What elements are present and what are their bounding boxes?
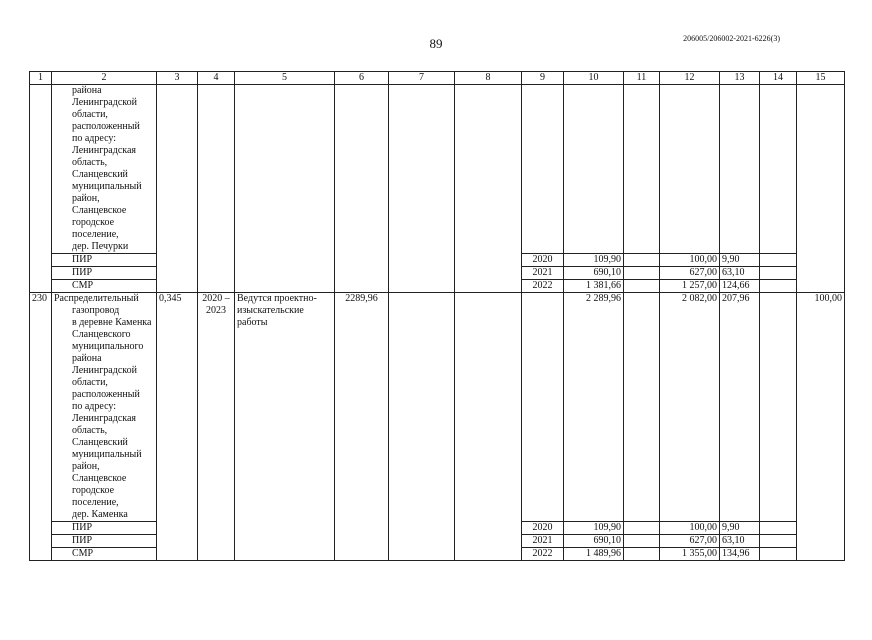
header-cell: 5 [235, 72, 335, 85]
percent-cell: 100,00 [797, 293, 845, 561]
header-cell: 3 [157, 72, 198, 85]
year-cell: 2022 [522, 548, 564, 561]
header-row [30, 72, 845, 85]
value-cell: 1 355,00 [660, 548, 720, 561]
value-cell: 1 257,00 [660, 280, 720, 293]
status-cell: Ведутся проектно-изыскательские работы [235, 293, 335, 561]
value-cell: 627,00 [660, 267, 720, 280]
cost-cell: 2289,96 [335, 293, 389, 561]
total-cell: 2 289,96 [564, 293, 624, 522]
value-cell: 9,90 [720, 254, 760, 267]
header-cell: 4 [198, 72, 235, 85]
page-number: 89 [429, 36, 443, 51]
object-description: района Ленинградской области, расположенный по адресу: Ленинградская область, Сланцевский муниципальный район, Сланцевское городское поселение, дер. Печурки [52, 85, 157, 254]
header-cell: 10 [564, 72, 624, 85]
header-cell: 14 [760, 72, 797, 85]
value-cell: 124,66 [720, 280, 760, 293]
period-cell: 2020 – 2023 [198, 293, 235, 561]
year-cell: 2021 [522, 267, 564, 280]
value-cell: 109,90 [564, 254, 624, 267]
value-cell: 9,90 [720, 522, 760, 535]
total-cell: 207,96 [720, 293, 760, 522]
table-row [30, 293, 845, 522]
header-cell: 11 [624, 72, 660, 85]
header-cell: 8 [455, 72, 522, 85]
value-cell: 690,10 [564, 267, 624, 280]
value-cell: 627,00 [660, 535, 720, 548]
value-cell: 63,10 [720, 535, 760, 548]
header-cell: 15 [797, 72, 845, 85]
length-cell: 0,345 [157, 293, 198, 561]
header-cell: 2 [52, 72, 157, 85]
value-cell: 134,96 [720, 548, 760, 561]
header-cell: 6 [335, 72, 389, 85]
header-cell: 13 [720, 72, 760, 85]
header-cell: 12 [660, 72, 720, 85]
value-cell: 1 381,66 [564, 280, 624, 293]
work-type: ПИР [52, 535, 157, 548]
row-number-cell: 230 [30, 293, 52, 561]
value-cell: 109,90 [564, 522, 624, 535]
work-type: СМР [52, 280, 157, 293]
work-type: ПИР [52, 522, 157, 535]
row-number-cell [30, 85, 52, 293]
object-description: Распределительный газопровод в деревне Каменка Сланцевского муниципального района Ленинградской области, расположенный по адресу: Ленинградская область, Сланцевский муниципальный район, Сланцевское городское поселение, дер. Каменка [52, 293, 157, 522]
work-type: СМР [52, 548, 157, 561]
total-cell: 2 082,00 [660, 293, 720, 522]
year-cell: 2021 [522, 535, 564, 548]
work-type: ПИР [52, 254, 157, 267]
table-row [30, 85, 845, 254]
header-cell: 9 [522, 72, 564, 85]
value-cell: 1 489,96 [564, 548, 624, 561]
header-cell: 1 [30, 72, 52, 85]
document-id: 206005/206002-2021-6226(3) [683, 34, 780, 43]
value-cell: 690,10 [564, 535, 624, 548]
data-table [29, 71, 845, 561]
value-cell: 100,00 [660, 254, 720, 267]
year-cell: 2020 [522, 522, 564, 535]
year-cell: 2022 [522, 280, 564, 293]
value-cell: 100,00 [660, 522, 720, 535]
work-type: ПИР [52, 267, 157, 280]
year-cell: 2020 [522, 254, 564, 267]
header-cell: 7 [389, 72, 455, 85]
value-cell: 63,10 [720, 267, 760, 280]
